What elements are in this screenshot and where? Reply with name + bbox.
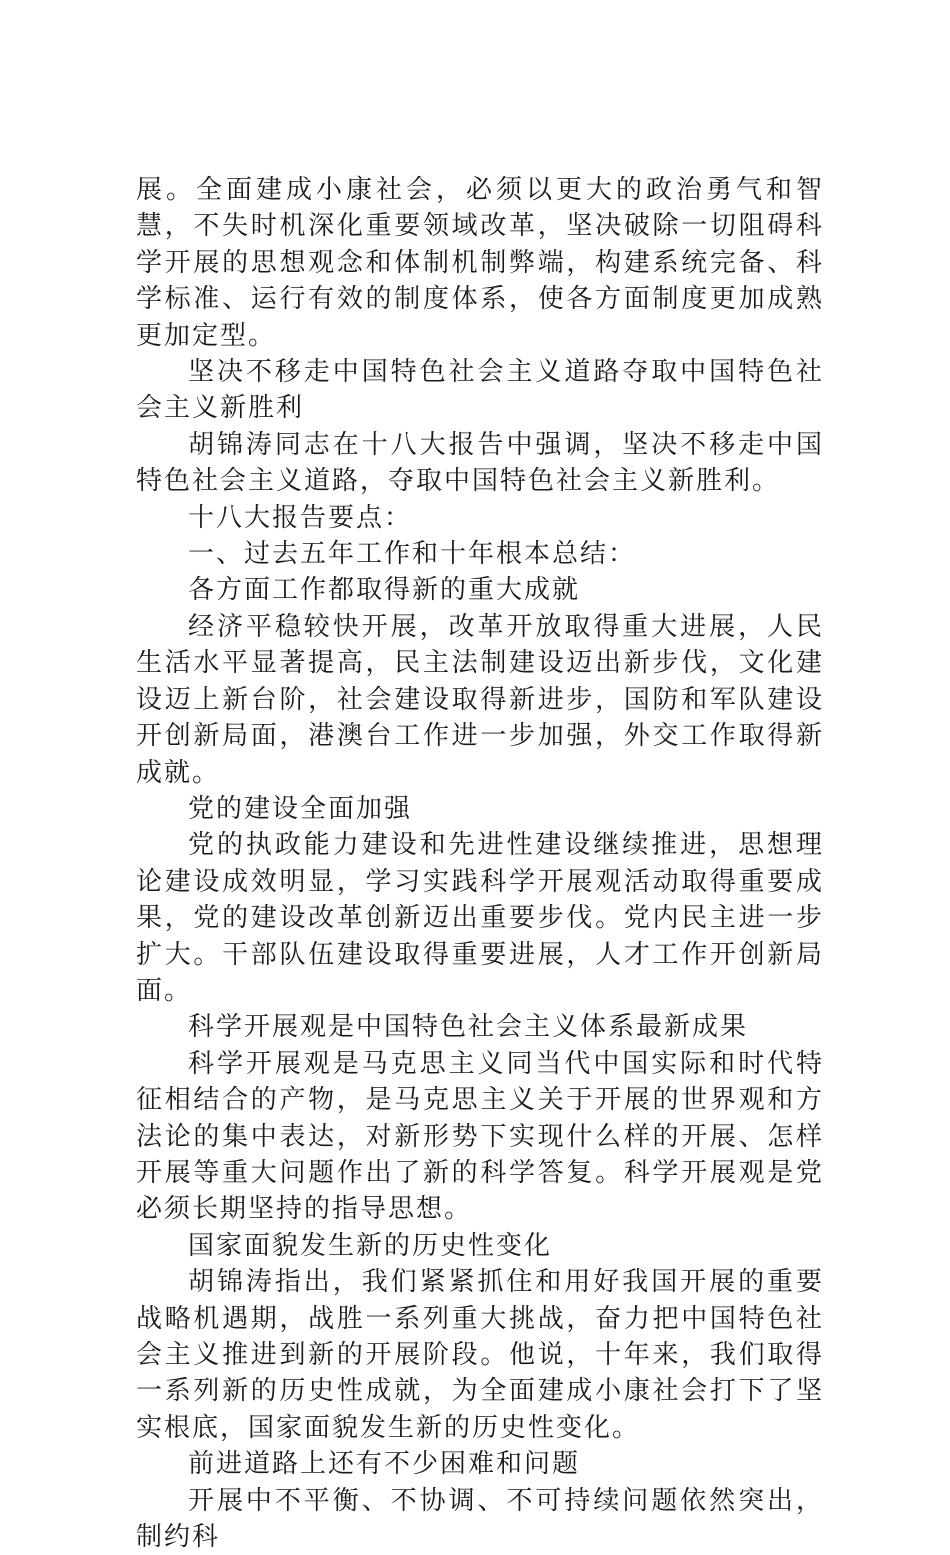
paragraph: 胡锦涛同志在十八大报告中强调，坚决不移走中国特色社会主义道路，夺取中国特色社会主义新胜利。 <box>136 429 824 497</box>
section-heading: 坚决不移走中国特色社会主义道路夺取中国特色社会主义新胜利 <box>136 357 824 424</box>
paragraph: 胡锦涛指出，我们紧紧抓住和用好我国开展的重要战略机遇期，战胜一系列重大挑战，奋力把中国特色社会主义推进到新的开展阶段。他说，十年来，我们取得一系列新的历史性成就，为全面建成小康社会打下了坚实根底，国家面貌发生新的历史性变化。 <box>136 1267 824 1443</box>
section-heading: 科学开展观是中国特色社会主义体系最新成果 <box>188 1012 749 1043</box>
section-heading: 国家面貌发生新的历史性变化 <box>188 1230 553 1261</box>
section-heading: 党的建设全面加强 <box>188 793 413 824</box>
paragraph: 经济平稳较快开展，改革开放取得重大进展，人民生活水平显著提高，民主法制建设迈出新步伐，文化建设迈上新台阶，社会建设取得新进步，国防和军队建设开创新局面，港澳台工作进一步加强，外交工作取得新成就。 <box>136 611 824 788</box>
paragraph: 科学开展观是马克思主义同当代中国实际和时代特征相结合的产物，是马克思主义关于开展的世界观和方法论的集中表达，对新形势下实现什么样的开展、怎样开展等重大问题作出了新的科学答复。科学开展观是党必须长期坚持的指导思想。 <box>136 1048 824 1225</box>
paragraph: 开展中不平衡、不协调、不可持续问题依然突出，制约科 <box>136 1485 824 1553</box>
paragraph: 党的执政能力建设和先进性建设继续推进，思想理论建设成效明显，学习实践科学开展观活动取得重要成果，党的建设改革创新迈出重要步伐。党内民主进一步扩大。干部队伍建设取得重要进展，人才工作开创新局面。 <box>136 830 824 1006</box>
paragraph: 展。全面建成小康社会，必须以更大的政治勇气和智慧，不失时机深化重要领域改革，坚决破除一切阻碍科学开展的思想观念和体制机制弊端，构建系统完备、科学标准、运行有效的制度体系，使各方面制度更加成熟更加定型。 <box>136 175 824 351</box>
section-heading: 一、过去五年工作和十年根本总结： <box>188 539 637 570</box>
section-heading: 各方面工作都取得新的重大成就 <box>188 575 581 606</box>
document-body <box>136 172 824 1555</box>
section-heading: 前进道路上还有不少困难和问题 <box>188 1449 581 1480</box>
section-heading: 十八大报告要点： <box>188 502 413 533</box>
